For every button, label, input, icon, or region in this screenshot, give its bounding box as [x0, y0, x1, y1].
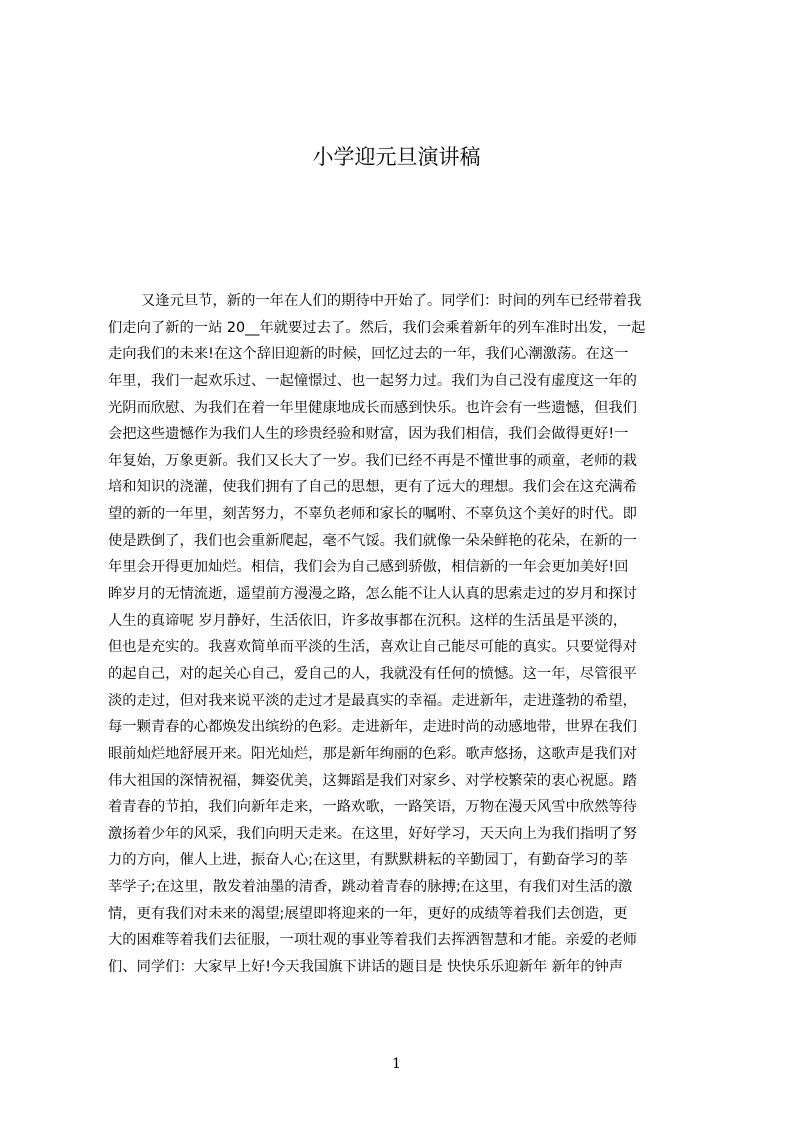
- text-line: 但也是充实的。我喜欢简单而平淡的生活，喜欢让自己能尽可能的真实。只要觉得对: [108, 639, 637, 656]
- text-line: 眼前灿烂地舒展开来。阳光灿烂，那是新年绚丽的色彩。歌声悠扬，这歌声是我们对: [108, 745, 637, 762]
- text-line: 每一颗青春的心都焕发出缤纷的色彩。走进新年，走进时尚的动感地带，世界在我们: [108, 719, 637, 736]
- page-number: 1: [392, 1056, 401, 1072]
- text-line: 力的方向，催人上进，振奋人心;在这里，有默默耕耘的辛勤园丁，有勤奋学习的莘: [108, 852, 628, 869]
- document-title: 小学迎元旦演讲稿: [312, 145, 481, 169]
- text-line: 会把这些遗憾作为我们人生的珍贵经验和财富，因为我们相信，我们会做得更好!一: [108, 426, 629, 443]
- text-line: 又逢元旦节，新的一年在人们的期待中开始了。同学们：时间的列车已经带着我: [141, 293, 642, 309]
- text-line: 伟大祖国的深情祝福，舞姿优美，这舞蹈是我们对家乡、对学校繁荣的衷心祝愿。踏: [108, 772, 637, 789]
- text-line: 培和知识的浇灌，使我们拥有了自己的思想，更有了远大的理想。我们会在这充满希: [108, 479, 637, 496]
- text-line: 大的困难等着我们去征服，一项壮观的事业等着我们去挥洒智慧和才能。亲爱的老师: [108, 932, 637, 949]
- text-line: 的起自己，对的起关心自己，爱自己的人，我就没有任何的愤憾。这一年，尽管很平: [108, 665, 637, 682]
- text-line: 年复始，万象更新。我们又长大了一岁。我们已经不再是不懂世事的顽童，老师的栽: [108, 452, 637, 469]
- text-line: 激扬着少年的风采，我们向明天走来。在这里，好好学习，天天向上为我们指明了努: [108, 825, 637, 842]
- text-line: 光阴而欣慰、为我们在着一年里健康地成长而感到快乐。也许会有一些遗憾，但我们: [108, 399, 637, 416]
- text-line: 望的新的一年里，刻苦努力，不辜负老师和家长的嘱咐、不辜负这个美好的时代。即: [108, 506, 637, 523]
- text-line: 眸岁月的无情流逝，遥望前方漫漫之路，怎么能不让人认真的思索走过的岁月和探讨: [108, 586, 637, 603]
- document-body: [108, 288, 698, 1008]
- text-line: 走向我们的未来!在这个辞旧迎新的时候，回忆过去的一年，我们心潮激荡。在这一: [108, 346, 629, 363]
- text-line: 情，更有我们对未来的渴望;展望即将迎来的一年，更好的成绩等着我们去创造，更: [108, 905, 628, 922]
- text-line: 着青春的节拍，我们向新年走来，一路欢歌，一路笑语，万物在漫天风雪中欣然等待: [108, 799, 637, 816]
- text-line: 淡的走过，但对我来说平淡的走过才是最真实的幸福。走进新年，走进蓬勃的希望，: [108, 692, 637, 709]
- text-line: 莘学子;在这里，散发着油墨的清香，跳动着青春的脉搏;在这里，有我们对生活的激: [108, 879, 633, 896]
- text-line: 年里，我们一起欢乐过、一起憧憬过、也一起努力过。我们为自己没有虚度这一年的: [108, 372, 637, 389]
- text-line: 人生的真谛呢 岁月静好，生活依旧，许多故事都在沉积。这样的生活虽是平淡的，: [108, 612, 628, 629]
- text-line: 年里会开得更加灿烂。相信，我们会为自己感到骄傲，相信新的一年会更加美好!回: [108, 559, 629, 576]
- text-line: 使是跌倒了，我们也会重新爬起，毫不气馁。我们就像一朵朵鲜艳的花朵，在新的一: [108, 532, 637, 549]
- text-line: 们走向了新的一站 20__年就要过去了。然后，我们会乘着新年的列车准时出发，一起: [108, 319, 646, 336]
- text-line: 们、同学们：大家早上好!今天我国旗下讲话的题目是 快快乐乐迎新年 新年的钟声: [108, 959, 624, 976]
